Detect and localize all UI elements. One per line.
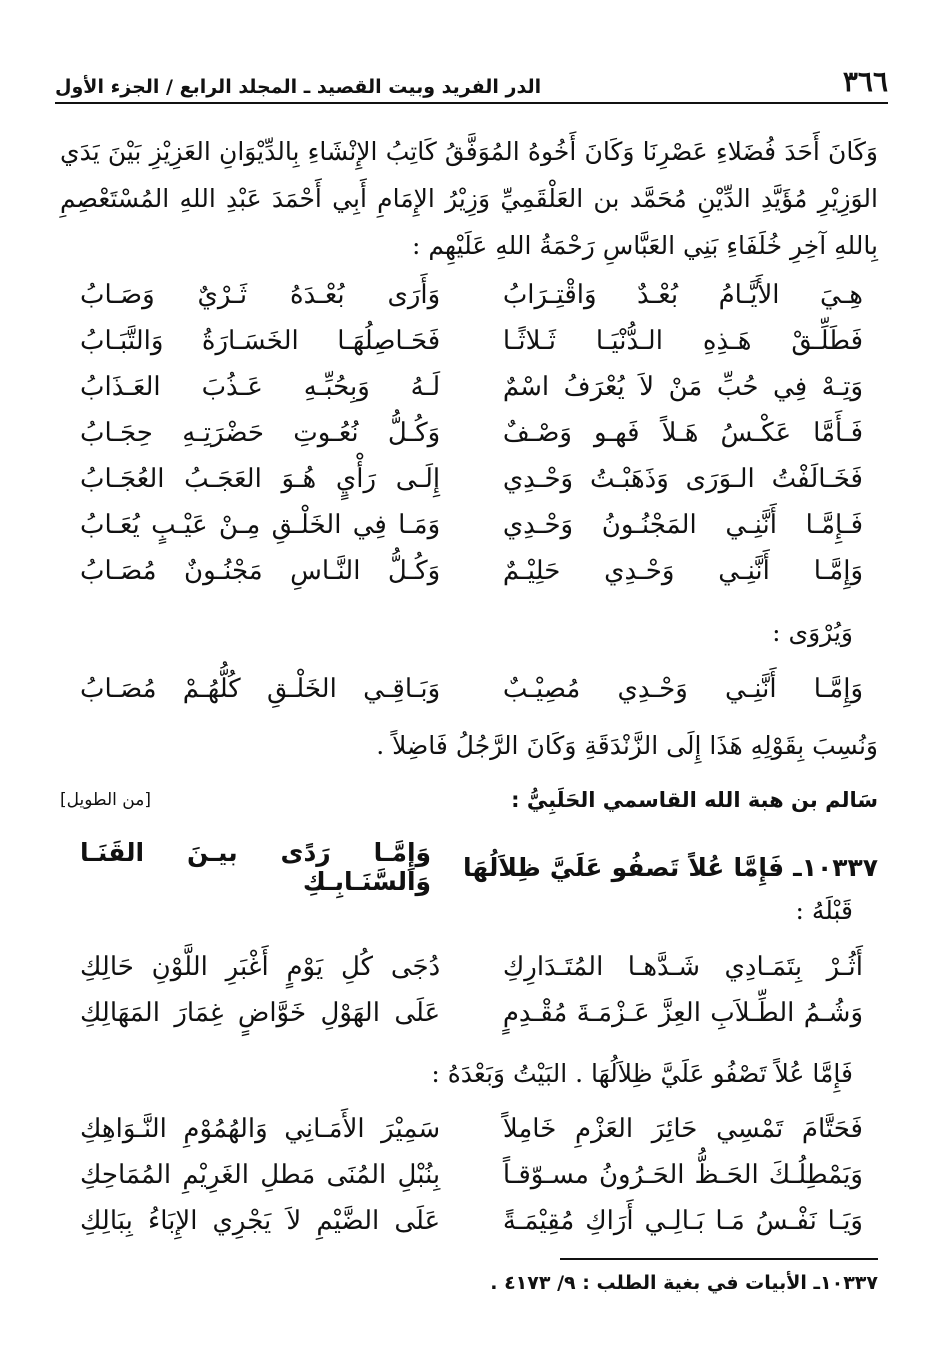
verse-first-hemistich: وَتِـهْ فِي حُبِّ مَنْ لاَ يُعْرَفُ اسْمٌ: [502, 372, 863, 402]
footnote: ١٠٣٣٧ـ الأبيات في بغية الطلب : ٩/ ٤١٧٣ .: [490, 1272, 878, 1294]
verse-second-hemistich: إِلَـى رَأْيٍ هُـوَ العَجَـبُ العُجَـابُ: [80, 464, 441, 494]
verse-first-hemistich: فَـإِمَّـا أَنَّنِـي المَجْنُـونُ وَحْـدِي: [502, 510, 863, 540]
verse-line: [80, 272, 863, 318]
verse-first-hemistich: فَطَلِّـقْ هَـذِهِ الـدُّنْيَـا ثَـلاثًـا: [502, 326, 863, 356]
verse-second-hemistich: وَمَـا فِي الخَلْـقِ مِـنْ عَيْـبٍ يُعَـابُ: [80, 510, 441, 540]
variant-verse: [80, 666, 863, 712]
verse-first-hemistich: وَيَمْطِلُـكَ الحَـظُّ الحَـرُونُ مسـوّقـاً: [502, 1160, 863, 1190]
page-number: ٣٦٦: [842, 65, 888, 98]
verse-second-hemistich: وَأَرَى بُعْـدَهُ ثَـرْيٌ وَصَـابُ: [80, 280, 441, 310]
verse-first-hemistich: فَخَـالَفْتُ الـوَرَى وَذَهَبْـتُ وَحْـدِي: [502, 464, 863, 494]
verse-line: [80, 944, 863, 990]
section-heading: [60, 788, 878, 812]
poem-verses-2: [80, 944, 863, 1036]
before-label: قَبْلَهُ :: [795, 896, 853, 925]
attribution-line: وَنُسِبَ بِقَوْلِهِ هَذَا إِلَى الزَّنْدَقَةِ وَكَانَ الرَّجُلُ فَاضِلاً .: [376, 731, 878, 760]
verse-line: [80, 364, 863, 410]
verse-line: [80, 502, 863, 548]
verse-line: [80, 990, 863, 1036]
verse-line: [80, 456, 863, 502]
verse-second-hemistich: وَكُـلُّ نُعُـوتِ حَضْرَتِـهِ حِجَـابُ: [80, 418, 441, 448]
verse-line: [80, 548, 863, 594]
featured-verse: [80, 838, 878, 896]
verse-second-hemistich: عَلَى الضَّيْمِ لاَ يَجْرِي الإِبَاءُ بِبَالِكِ: [80, 1206, 441, 1236]
poem-verses-3: [80, 1106, 863, 1244]
verse-line: [80, 1106, 863, 1152]
poem-verses-1: [80, 272, 863, 594]
intro-paragraph: وَكَانَ أَحَدَ فُضَلاءِ عَصْرِنَا وَكَانَ أَخُوهُ المُوَفَّقُ كَاتِبُ الإِنْشَاءِ بِالدِّيْوَانِ العَزِيْزِ بَيْنَ يَدَي الوَزِيْرِ مُؤَيَّدِ الدِّيْنِ مُحَمَّد بن العَلْقَمِيِّ وَزِيْرُ الإِمَامِ أَبِي أَحْمَدَ عَبْدِ اللهِ المُسْتَعْصِمِ بِاللهِ آخِرِ خُلَفَاءِ بَنِي العَبَّاسِ رَحْمَةُ اللهِ عَلَيْهِم :: [60, 137, 878, 260]
poet-name: سَالم بن هبة الله القاسمي الحَلَبِيُّ :: [511, 788, 878, 812]
verse-first-hemistich: وَيَـا نَفْـسُ مَـا بَـالِـي أَرَاكِ مُقِيْمَـةً: [502, 1206, 863, 1236]
verse-line: [80, 666, 863, 712]
header-rule: [55, 102, 888, 104]
verse-line: [80, 318, 863, 364]
verse-second-hemistich: سَمِيْرَ الأَمَـانِي وَالهُمُوْمِ النَّـوَاهِكِ: [80, 1114, 441, 1144]
verse-first-hemistich: وَإِمَّـا أَنَّنِـي وَحْـدِي حَلِيْـمٌ: [502, 556, 863, 586]
verse-line: [80, 410, 863, 456]
featured-first-hemistich: ١٠٣٣٧ـ فَإِمَّا عُلاً تَصفُو عَلَيَّ ظِلاَلُهَا: [463, 852, 878, 882]
running-title: الدر الفريد وبيت القصيد ـ المجلد الرابع / الجزء الأول: [55, 76, 542, 98]
verse-first-hemistich: وَشُـمُ الطِّـلاَبِ العِزَّ عَـزْمَـةَ مُقْـدِمٍ: [502, 998, 863, 1028]
verse-first-hemistich: وَإِمَّـا أَنَّنِـي وَحْـدِي مُصِيْـبٌ: [502, 674, 863, 704]
meter-label: [من الطويل]: [60, 790, 151, 810]
verse-line: [80, 1152, 863, 1198]
verse-line: [80, 1198, 863, 1244]
footnote-rule: [560, 1258, 878, 1260]
after-label: فَإِمَّا عُلاً تَصْفُو عَلَيَّ ظِلاَلُهَا . البَيْتُ وَبَعْدَهُ :: [431, 1059, 853, 1088]
verse-second-hemistich: عَلَى الهَوْلِ خَوَّاضٍ غِمَارَ المَهَالِكِ: [80, 998, 441, 1028]
verse-second-hemistich: فَحَـاصِلُهَـا الخَسَـارَةُ وَالتَّبَـابُ: [80, 326, 441, 356]
page-header: [55, 58, 888, 98]
verse-second-hemistich: بِنُبْلِ المُنَى مَطلِ الغَرِيْمِ المُمَاحِكِ: [80, 1160, 441, 1190]
verse-second-hemistich: وَكُـلُّ النَّـاسِ مَجْنُـونٌ مُصَـابُ: [80, 556, 441, 586]
verse-first-hemistich: فَـأَمَّا عَكْـسُ هَـلاً فَهـو وَصْـفٌ: [502, 418, 863, 448]
verse-first-hemistich: فَحَتَّامَ تَمْسِي حَائِرَ العَزْمِ خَامِلاً: [502, 1114, 863, 1144]
verse-second-hemistich: دُجَى كُلِ يَوْمٍ أَغْبَرِ اللَّوْنِ حَالِكِ: [80, 952, 441, 982]
verse-first-hemistich: هِـيَ الأَيَّـامُ بُعْـدٌ وَاقْتِـرَابُ: [502, 280, 863, 310]
variant-label: وَيُرْوَى :: [772, 618, 853, 647]
verse-second-hemistich: وَبَـاقِـي الخَلْـقِ كُلُّهُـمْ مُصَـابُ: [80, 674, 441, 704]
verse-first-hemistich: أَثُـرْ بِتَمَـادِي شَـدَّهـا المُتَـدَارِكِ: [502, 952, 863, 982]
verse-second-hemistich: لَـهُ وَبِحُبِّـهِ عَـذُبَ العَـذَابُ: [80, 372, 441, 402]
featured-second-hemistich: وَإِمَّـا رَدًى بيـنَ القَنَـا وَالسَّنَـابِـكِ: [80, 838, 432, 896]
